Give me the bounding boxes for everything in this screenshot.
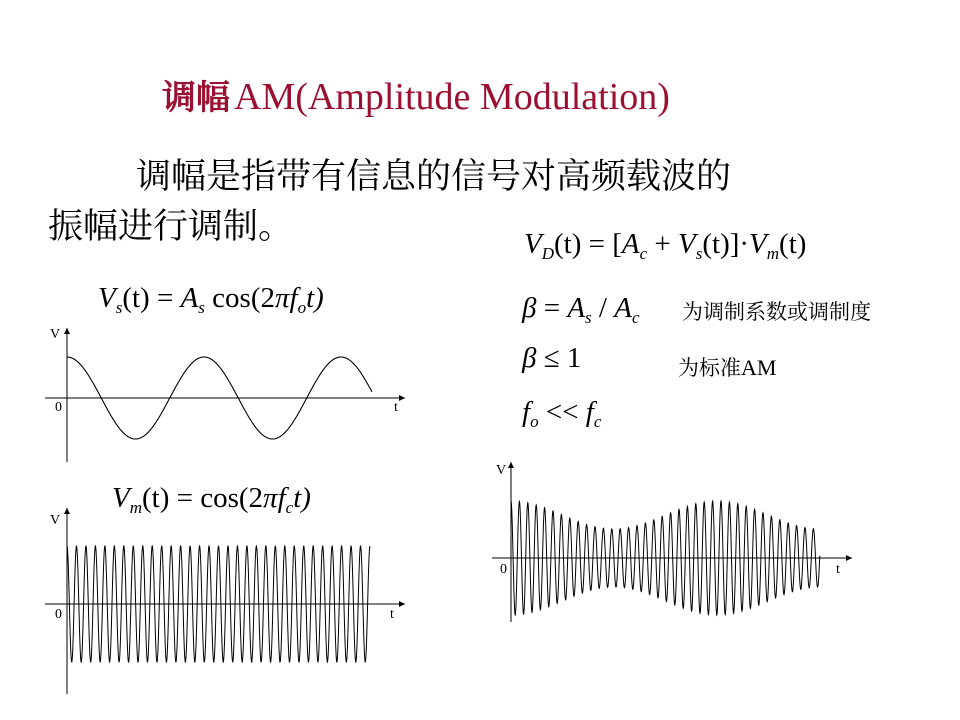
y-axis-label: V [496,463,507,478]
title-english: AM(Amplitude Modulation) [234,76,670,118]
y-axis-label: V [50,513,61,528]
signal-plot [45,327,405,462]
note-modulation-index: 为调制系数或调制度 [682,300,871,324]
note-standard-am: 为标准AM [678,355,777,380]
formula-beta-le-1: β ≤ 1 [522,342,582,374]
x-axis-label: t [836,562,840,577]
carrier-plot [45,508,405,694]
origin-label: 0 [500,562,507,577]
paragraph-line-1: 调幅是指带有信息的信号对高频载波的 [136,157,732,197]
x-axis-label: t [394,400,398,415]
formula-vs: $V_s(t) = A_s$ $\cos(2\pi f_ot)$ [98,282,324,317]
title-chinese: 调幅 [162,78,230,118]
formula-beta: $\beta = A_s / A_c$ [522,292,640,327]
am-plot [492,462,852,622]
y-axis-label: V [50,327,61,342]
formula-vd: $V_D(t) = [A_c + V_s(t)]\cdot V_m(t)$ [524,228,807,263]
origin-label: 0 [55,607,62,622]
origin-label: 0 [55,400,62,415]
formula-vm: $V_m(t) = \cos(2\pi f_ct)$ [112,482,311,517]
formula-fo-fc: $f_o << f_c$ [522,396,602,431]
x-axis-label: t [390,607,394,622]
paragraph-line-2: 振幅进行调制。 [48,207,294,247]
